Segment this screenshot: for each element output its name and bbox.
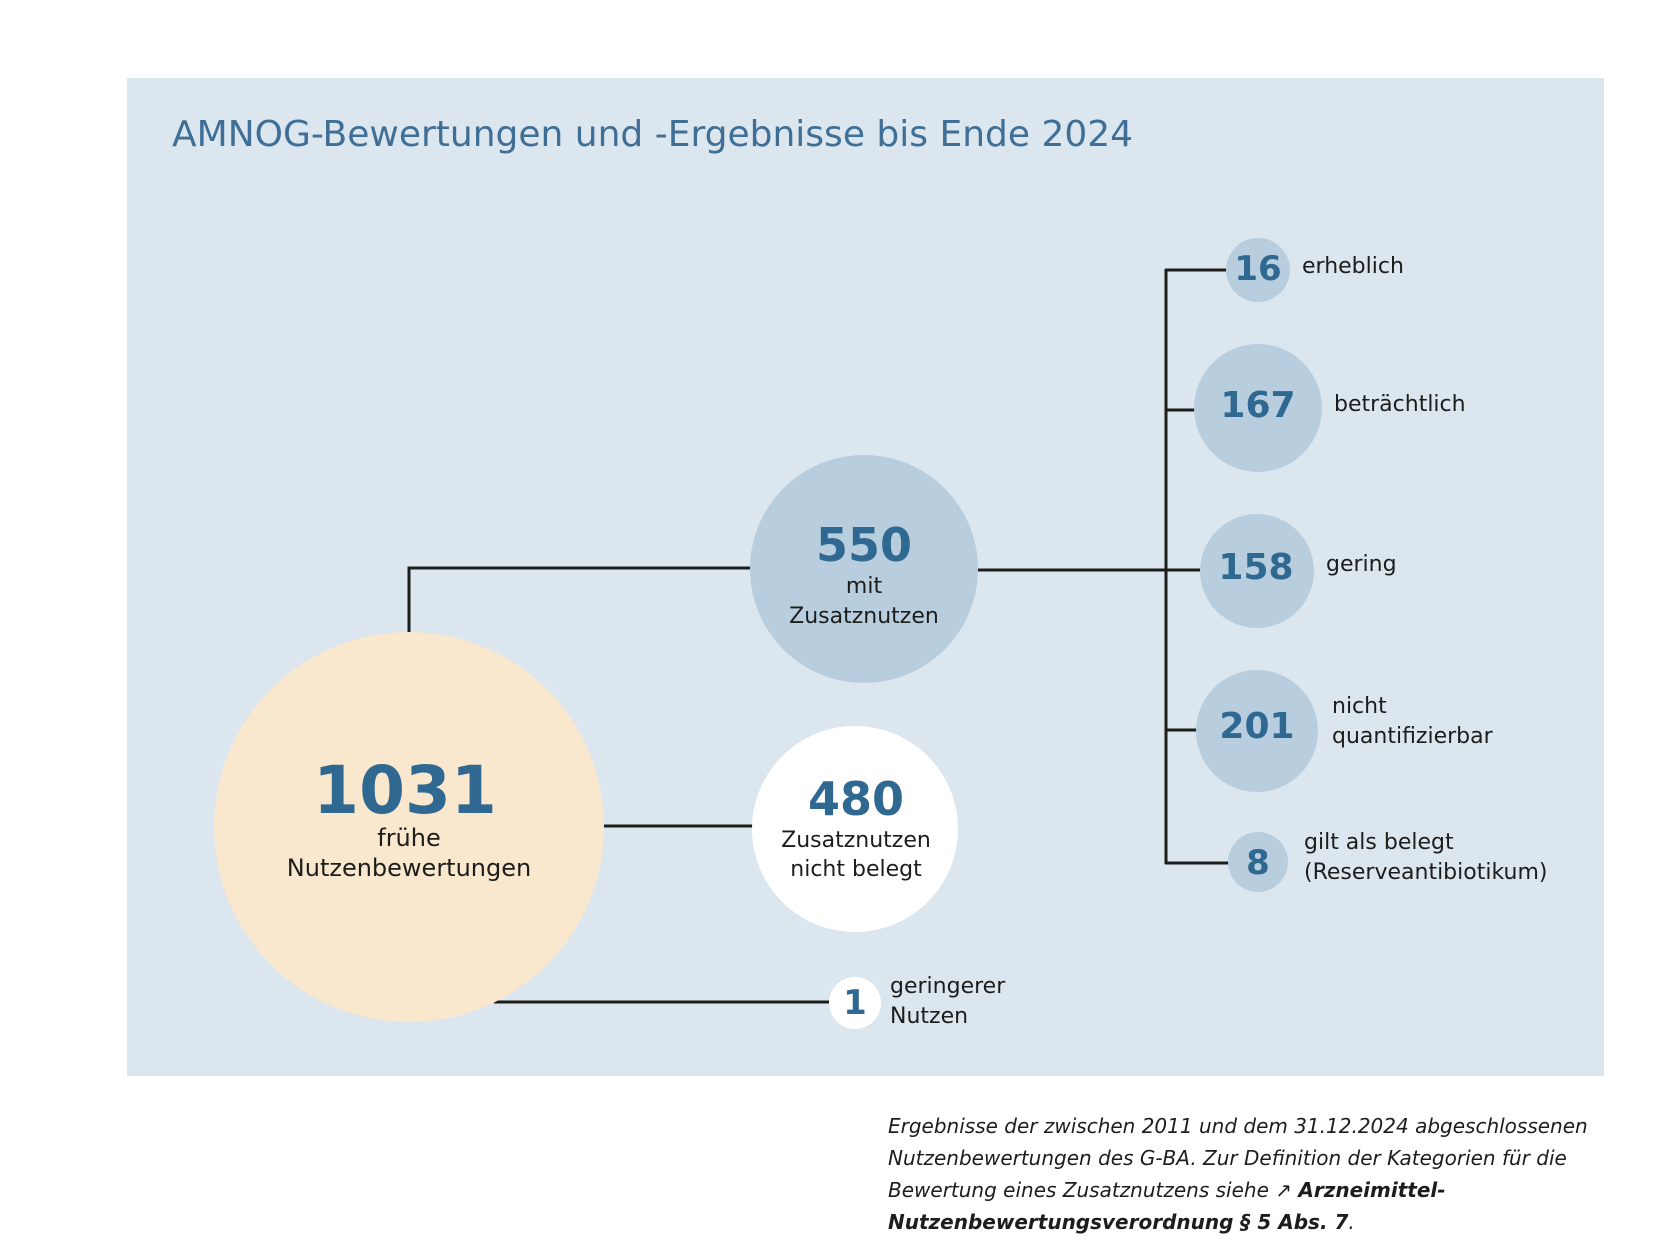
total-label-line2: Nutzenbewertungen — [286, 854, 532, 882]
with-benefit-label-line2: Zusatznutzen — [789, 604, 939, 629]
category-label-201-line2: quantifizierbar — [1332, 724, 1493, 749]
footnote-end: . — [1348, 1210, 1355, 1234]
not-proven-label-line2: nicht belegt — [790, 857, 922, 882]
category-label-201-line1: nicht — [1332, 694, 1387, 719]
with-benefit-label-line1: mit — [845, 574, 883, 599]
category-label-167: beträchtlich — [1334, 392, 1466, 417]
category-value-16: 16 — [1234, 249, 1282, 289]
not-proven-label-line1: Zusatznutzen — [781, 828, 931, 853]
with-benefit-value: 550 — [815, 518, 913, 572]
lesser-benefit-label-line1: geringerer — [890, 974, 1006, 999]
lesser-benefit-label-line2: Nutzen — [890, 1004, 969, 1029]
category-value-201: 201 — [1219, 706, 1295, 747]
footnote — [888, 1110, 1588, 1238]
category-value-158: 158 — [1218, 547, 1294, 588]
category-label-8-line1: gilt als belegt — [1304, 830, 1454, 855]
diagram-title: AMNOG-Bewertungen und -Ergebnisse bis Ende 2024 — [172, 114, 1134, 155]
reference-arrow-icon: ↗ — [1275, 1178, 1293, 1202]
category-label-158: gering — [1326, 552, 1397, 577]
total-label-line1: frühe — [377, 824, 441, 852]
lesser-benefit-value: 1 — [843, 983, 867, 1023]
footnote-text: Ergebnisse der zwischen 2011 und dem 31.12.2024 abgeschlossenen Nutzenbewertungen des G-BA. Zur Definition der Kategorien für die Bewertung eines Zusatznutzens siehe — [888, 1114, 1588, 1202]
not-proven-value: 480 — [807, 772, 905, 826]
total-value: 1031 — [313, 752, 497, 829]
category-label-8-line2: (Reserveantibiotikum) — [1304, 860, 1548, 885]
footnote-reference-link[interactable]: Arzneimittel-Nutzenbewertungsverordnung § 5 Abs. 7 — [888, 1178, 1446, 1234]
category-value-167: 167 — [1220, 385, 1296, 426]
category-value-8: 8 — [1246, 843, 1270, 883]
connector-total-to-550 — [409, 568, 752, 632]
category-label-16: erheblich — [1302, 254, 1404, 279]
